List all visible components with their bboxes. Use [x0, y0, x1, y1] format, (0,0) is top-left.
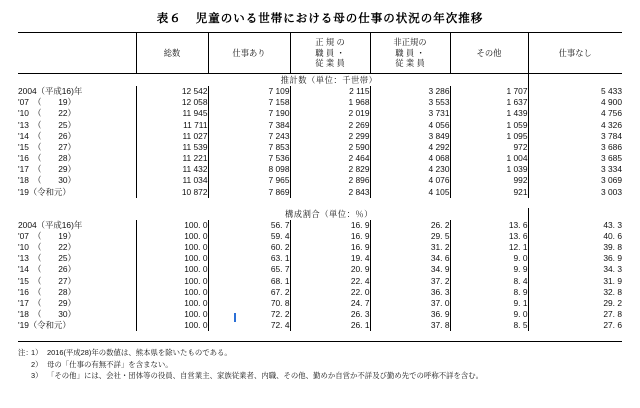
table-notes	[18, 347, 622, 380]
section-label-row	[18, 208, 622, 220]
note-item	[18, 359, 622, 370]
note-number: 2）	[31, 359, 43, 369]
table-row: '14 （ 26） 11 027 7 243 2 299 3 849 1 095 3 784	[18, 130, 622, 141]
page-title	[0, 0, 640, 32]
note-number: 3）	[31, 370, 43, 380]
section-label-percent: 構成割合（単位：％）	[285, 208, 373, 219]
section-gap	[18, 198, 622, 208]
header-nonregular: 非正規の 職 員 ・ 従 業 員	[370, 33, 450, 74]
table-row: '16 （ 28） 100. 0 67. 2 22. 0 36. 3 8. 9 32. 8	[18, 286, 622, 297]
note-number: 1）	[31, 348, 43, 358]
table-row: '17 （ 29） 11 432 8 098 2 829 4 230 1 039 3 334	[18, 164, 622, 175]
table-row: '16 （ 28） 11 221 7 536 2 464 4 068 1 004 3 685	[18, 153, 622, 164]
header-other: その他	[450, 33, 528, 74]
note-item	[18, 347, 622, 358]
note-text: 2016(平成28)年の数値は、熊本県を除いたものである。	[47, 348, 232, 358]
header-total: 総数	[136, 33, 208, 74]
header-no-job: 仕事なし	[528, 33, 622, 74]
table-row: '07 （ 19） 12 058 7 158 1 968 3 553 1 637 4 900	[18, 97, 622, 108]
table-row: '18 （ 30） 100. 0 72. 2 26. 3 36. 9 9. 0 27. 8	[18, 309, 622, 320]
table-row: 2004（平成16)年 100. 0 56. 7 16. 9 26. 2 13. 6 43. 3	[18, 219, 622, 230]
note-text: 母の「仕事の有無不詳」を含まない。	[47, 359, 173, 369]
statistics-table	[18, 32, 622, 342]
title-text: 児童のいる世帯における母の仕事の状況の年次推移	[195, 13, 484, 25]
note-item	[18, 370, 622, 381]
table-row: '18 （ 30） 11 034 7 965 2 896 4 076 992 3 069	[18, 175, 622, 186]
table-row: '14 （ 26） 100. 0 65. 7 20. 9 34. 9 9. 9 34. 3	[18, 264, 622, 275]
table-row: '17 （ 29） 100. 0 70. 8 24. 7 37. 0 9. 1 29. 2	[18, 297, 622, 308]
section-label-counts: 推計数（単位：千世帯）	[280, 75, 378, 85]
note-text: 「その他」には、会社・団体等の役員、自営業主、家族従業者、内職、その他、勤めか自営か不詳及び勤め先での呼称不詳を含む。	[47, 370, 484, 380]
section-label-row	[18, 74, 622, 87]
header-year	[18, 33, 136, 74]
table-row: '19（令和元） 10 872 7 869 2 843 4 105 921 3 003	[18, 186, 622, 197]
header-with-job: 仕事あり	[208, 33, 290, 74]
table-row: 2004（平成16)年 12 542 7 109 2 115 3 286 1 707 5 433	[18, 86, 622, 96]
bottom-gap	[18, 331, 622, 341]
notes-label: 注：	[18, 348, 33, 358]
table-row: '10 （ 22） 11 945 7 190 2 019 3 731 1 439 4 756	[18, 108, 622, 119]
header-regular: 正 規 の 職 員 ・ 従 業 員	[290, 33, 370, 74]
table-row: '07 （ 19） 100. 0 59. 4 16. 9 29. 5 13. 6 40. 6	[18, 230, 622, 241]
text-cursor	[234, 313, 236, 322]
table-row: '19（令和元） 100. 0 72. 4 26. 1 37. 8 8. 5 27. 6	[18, 320, 622, 331]
table-row: '15 （ 27） 11 539 7 853 2 590 4 292 972 3 686	[18, 141, 622, 152]
table-header-row	[18, 33, 622, 74]
table-row: '10 （ 22） 100. 0 60. 2 16. 9 31. 2 12. 1 39. 8	[18, 242, 622, 253]
table-number: 表６	[156, 13, 182, 25]
table-row: '15 （ 27） 100. 0 68. 1 22. 4 37. 2 8. 4 31. 9	[18, 275, 622, 286]
table-row: '13 （ 25） 11 711 7 384 2 269 4 056 1 059 4 326	[18, 119, 622, 130]
table-row: '13 （ 25） 100. 0 63. 1 19. 4 34. 6 9. 0 36. 9	[18, 253, 622, 264]
